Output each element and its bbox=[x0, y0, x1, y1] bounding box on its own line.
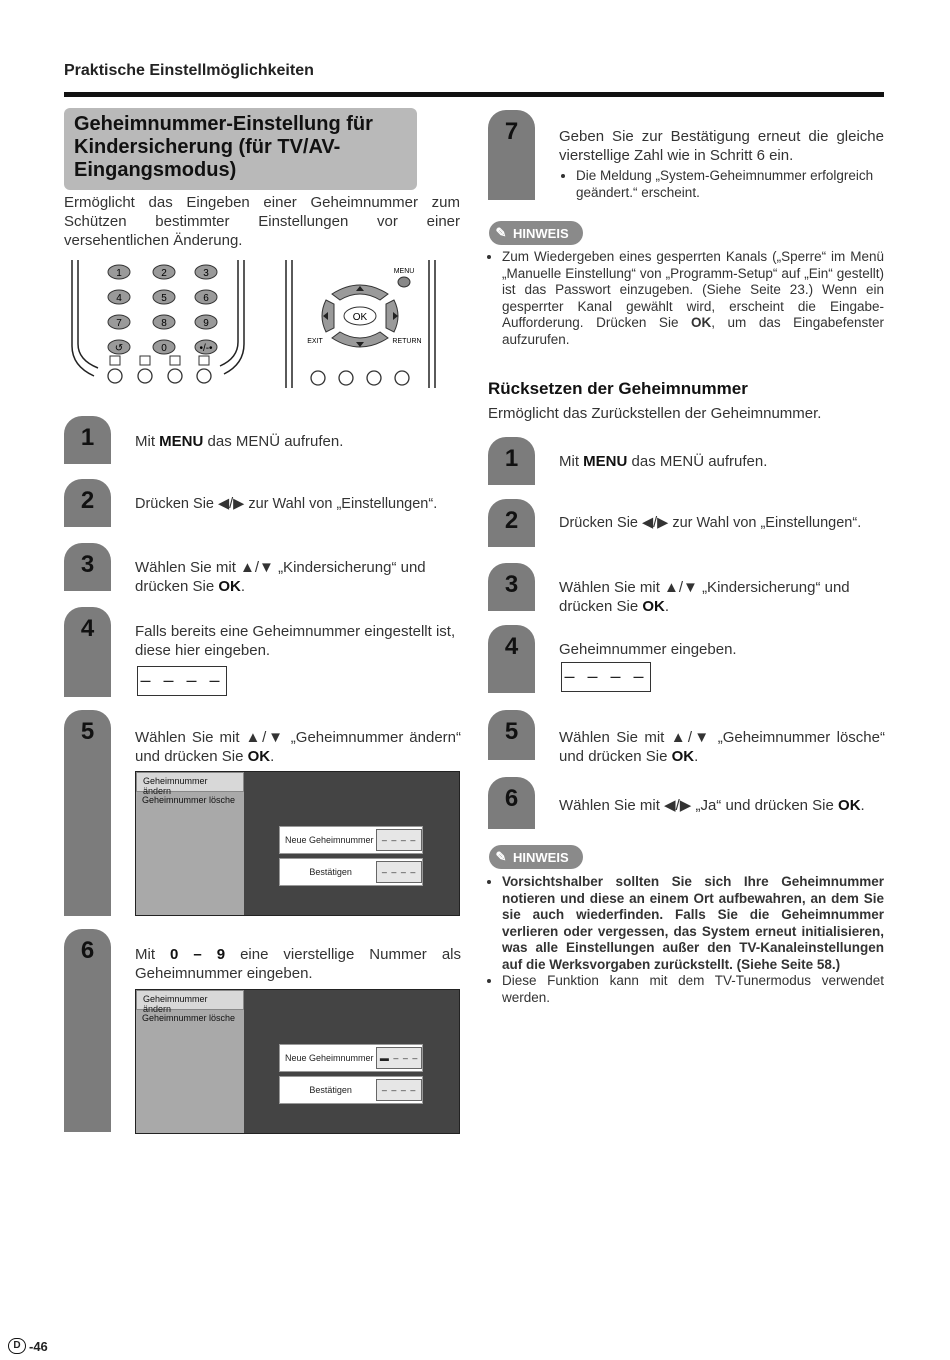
note-locked-channel: • Zum Wiedergeben eines gesperrten Kanals („Sperre“ im Menü „Manuelle Einstellung“ von „Programm-Setup“ auf „Ein“ gestellt) ist das Passwort einzugeben. (Siehe Seite 23.) Wenn ein gesperrter Kanal gewählt wird, erscheint die Eingabe-Aufforderung. Drücken Sie OK, um das Eingabefenster aufzurufen. bbox=[488, 249, 884, 348]
keypad-key-label: 8 bbox=[161, 318, 167, 329]
return-key-label: RETURN bbox=[392, 338, 422, 345]
page-title: Geheimnummer-Einstellung für Kindersicherung (für TV/AV-Eingangsmodus) bbox=[74, 113, 373, 181]
confirm-pin-field[interactable]: Bestätigen – – – – bbox=[279, 1076, 423, 1104]
keypad-key-label: 0 bbox=[161, 343, 167, 354]
keypad-key-label: ↺ bbox=[114, 343, 124, 354]
new-pin-field[interactable]: Neue Geheimnummer ▬ – – – bbox=[279, 1044, 423, 1072]
page-number: D -46 bbox=[8, 1338, 48, 1354]
ok-key-label: OK bbox=[352, 312, 368, 323]
intro-text: Ermöglicht das Eingeben einer Geheimnummer zum Schützen bestimmter Einstellungen vor einer versehentlichen Änderung. bbox=[64, 194, 460, 249]
keypad-key-label: 1 bbox=[116, 268, 122, 279]
step-tab-7: 7 bbox=[488, 110, 535, 200]
keypad-key-label: 7 bbox=[116, 318, 122, 329]
reset-step-tab-5: 5 bbox=[488, 710, 535, 760]
reset-step-tab-6: 6 bbox=[488, 777, 535, 829]
keypad-key-label: 5 bbox=[161, 293, 167, 304]
section-title: Praktische Einstellmöglichkeiten bbox=[64, 62, 314, 79]
step-1-text: Mit MENU das MENÜ aufrufen. bbox=[135, 433, 344, 450]
code-entry-box[interactable]: – – – – bbox=[137, 666, 227, 696]
reset-step-5-text: Wählen Sie mit ▲/▼ „Geheimnummer lösche“ und drücken Sie OK. bbox=[559, 729, 885, 765]
reset-step-tab-2: 2 bbox=[488, 499, 535, 547]
step-5-text: Wählen Sie mit ▲/▼ „Geheimnummer ändern“ und drücken Sie OK. bbox=[135, 729, 461, 765]
step-3-text: Wählen Sie mit ▲/▼ „Kindersicherung“ und drücken Sie OK. bbox=[135, 559, 426, 595]
remote-control-illustration bbox=[64, 256, 460, 396]
step-7-text: Geben Sie zur Bestätigung erneut die gleiche vierstellige Zahl wie in Schritt 6 ein. bbox=[559, 128, 884, 164]
hinweis-badge-2: ✎ HINWEIS bbox=[489, 845, 583, 869]
menu-key-label: MENU bbox=[393, 268, 415, 275]
notes-reset: • Vorsichtshalber sollten Sie sich Ihre Geheimnummer notieren und diese an einem Ort aufbewahren, an dem Sie sie auch wiederfinden. Falls Sie die Geheimnummer verlieren oder vergessen, das System erneut initialisieren, was alle Einstellungen außer den TV-Kanaleinstellungen auf die Werksvorgaben zurückstellt. (Siehe Seite 58.) • Diese Funktion kann mit dem TV-Tunermodus verwendet werden. bbox=[488, 874, 884, 1006]
reset-step-tab-1: 1 bbox=[488, 437, 535, 485]
reset-step-3-text: Wählen Sie mit ▲/▼ „Kindersicherung“ und drücken Sie OK. bbox=[559, 579, 850, 615]
paperclip-icon: ✎ bbox=[495, 225, 507, 240]
reset-step-4-text: Geheimnummer eingeben. bbox=[559, 641, 737, 658]
keypad-key-label: 4 bbox=[116, 293, 122, 304]
menu-screen-change-pin bbox=[135, 771, 460, 916]
step-tab-5: 5 bbox=[64, 710, 111, 916]
region-badge: D bbox=[8, 1338, 26, 1354]
header-rule bbox=[64, 92, 884, 97]
keypad-key-label: 9 bbox=[203, 318, 209, 329]
reset-step-1-text: Mit MENU das MENÜ aufrufen. bbox=[559, 453, 768, 470]
keypad-key-label: •/-• bbox=[199, 343, 213, 354]
reset-heading: Rücksetzen der Geheimnummer bbox=[488, 379, 748, 398]
keypad-key-label: 2 bbox=[161, 268, 167, 279]
step-tab-1: 1 bbox=[64, 416, 111, 464]
step-tab-2: 2 bbox=[64, 479, 111, 527]
step-tab-6: 6 bbox=[64, 929, 111, 1132]
paperclip-icon: ✎ bbox=[495, 849, 507, 864]
keypad-key-label: 3 bbox=[203, 268, 209, 279]
menu-item-change-pin[interactable]: Geheimnummer ändern bbox=[136, 990, 244, 1010]
hinweis-badge-1: ✎ HINWEIS bbox=[489, 221, 583, 245]
step-7-bullet: • Die Meldung „System-Geheimnummer erfolgreich geändert.“ erscheint. bbox=[562, 168, 884, 201]
menu-item-delete-pin[interactable]: Geheimnummer lösche bbox=[142, 1013, 236, 1023]
step-tab-3: 3 bbox=[64, 543, 111, 591]
reset-code-entry-box[interactable]: – – – – bbox=[561, 662, 651, 692]
reset-intro: Ermöglicht das Zurückstellen der Geheimnummer. bbox=[488, 405, 822, 422]
confirm-pin-field[interactable]: Bestätigen – – – – bbox=[279, 858, 423, 886]
menu-screen-enter-pin bbox=[135, 989, 460, 1134]
reset-step-6-text: Wählen Sie mit ◀/▶ „Ja“ und drücken Sie OK. bbox=[559, 797, 865, 814]
reset-step-tab-4: 4 bbox=[488, 625, 535, 693]
step-tab-4: 4 bbox=[64, 607, 111, 697]
reset-step-tab-3: 3 bbox=[488, 563, 535, 611]
step-6-text: Mit 0 – 9 eine vierstellige Nummer als Geheimnummer eingeben. bbox=[135, 946, 461, 982]
menu-item-change-pin[interactable]: Geheimnummer ändern bbox=[136, 772, 244, 792]
reset-step-2-text: Drücken Sie ◀/▶ zur Wahl von „Einstellungen“. bbox=[559, 515, 862, 531]
new-pin-field[interactable]: Neue Geheimnummer – – – – bbox=[279, 826, 423, 854]
step-4-text: Falls bereits eine Geheimnummer eingestellt ist, diese hier eingeben. bbox=[135, 623, 456, 659]
keypad-key-label: 6 bbox=[203, 293, 209, 304]
step-2-text: Drücken Sie ◀/▶ zur Wahl von „Einstellungen“. bbox=[135, 496, 438, 512]
exit-key-label: EXIT bbox=[307, 338, 323, 345]
menu-item-delete-pin[interactable]: Geheimnummer lösche bbox=[142, 795, 236, 805]
